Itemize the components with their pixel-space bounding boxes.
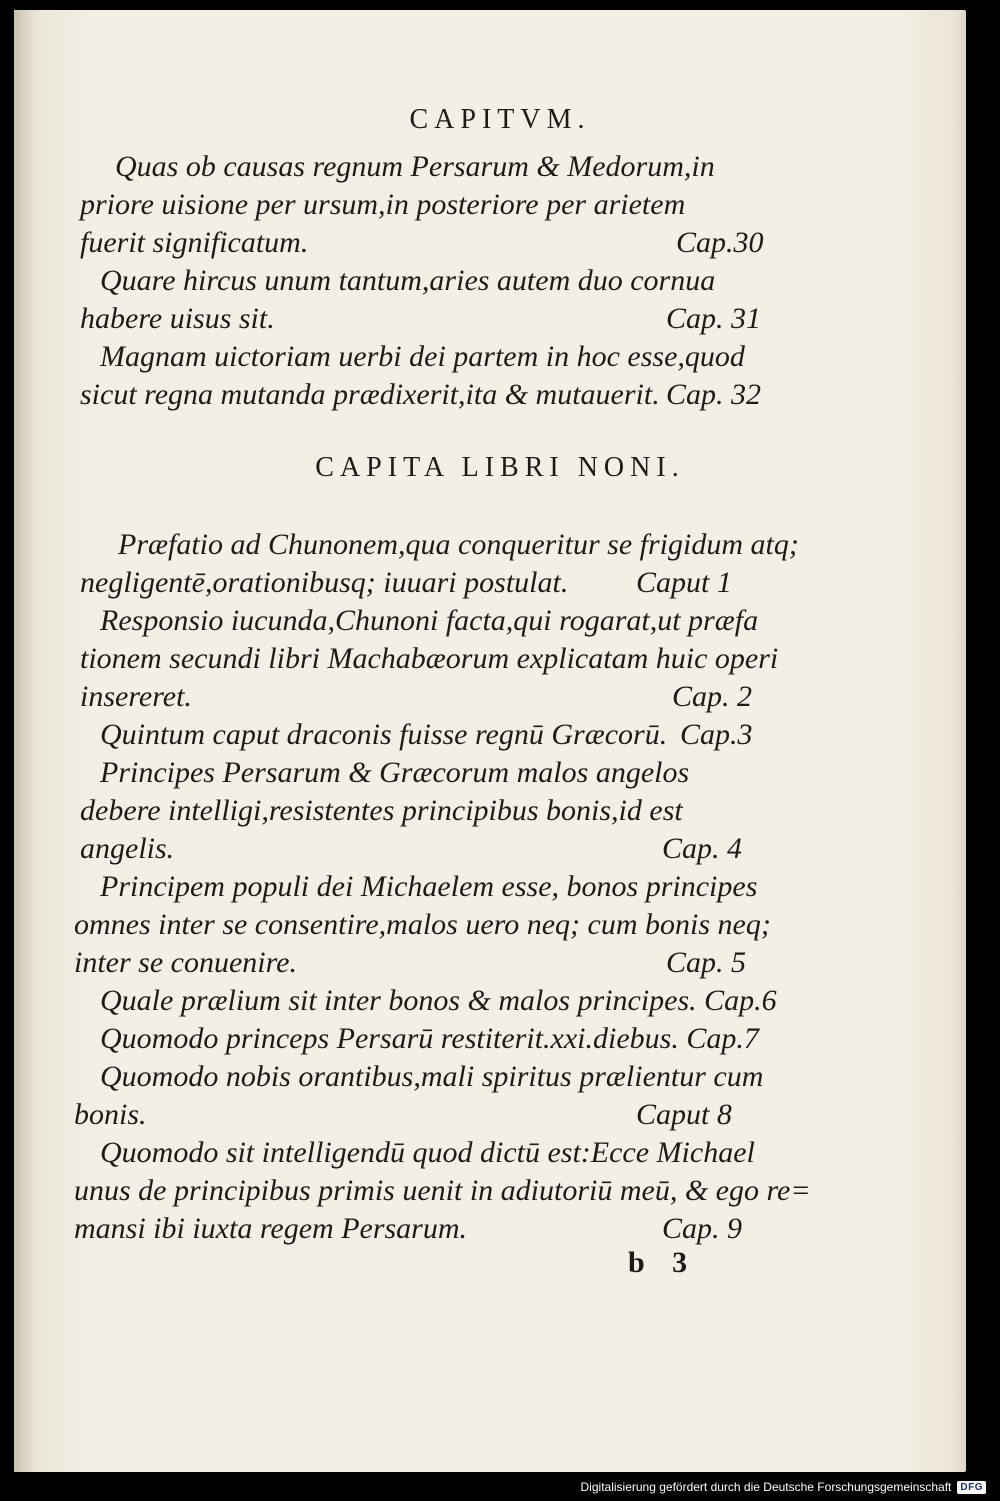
entry-line: habere uisus sit. bbox=[80, 302, 275, 335]
chapter-reference: Cap. 9 bbox=[662, 1212, 743, 1245]
entry-line: Quomodo nobis orantibus,mali spiritus prælientur cum bbox=[100, 1060, 764, 1093]
dfg-logo: DFG bbox=[957, 1481, 986, 1494]
footer-text: Digitalisierung gefördert durch die Deutsche Forschungsgemeinschaft bbox=[580, 1480, 952, 1494]
chapter-reference: Cap. 31 bbox=[666, 302, 762, 335]
entry-line: insereret. bbox=[80, 680, 192, 713]
chapter-reference: Cap.30 bbox=[676, 226, 764, 259]
entry-line: Quale prælium sit inter bonos & malos principes. Cap.6 bbox=[100, 984, 777, 1017]
entry-line: Quas ob causas regnum Persarum & Medorum,in bbox=[115, 150, 715, 183]
entry-line: Præfatio ad Chunonem,qua conqueritur se frigidum atq; bbox=[118, 528, 799, 561]
entry-line: debere intelligi,resistentes principibus bonis,id est bbox=[80, 794, 683, 827]
digitization-footer bbox=[540, 1476, 986, 1498]
entry-line: mansi ibi iuxta regem Persarum. bbox=[74, 1212, 468, 1245]
entry-line: priore uisione per ursum,in posteriore per arietem bbox=[80, 188, 686, 221]
entry-line: Principem populi dei Michaelem esse, bonos principes bbox=[100, 870, 758, 903]
entry-line: negligentē,orationibusq; iuuari postulat. bbox=[80, 566, 569, 599]
entry-line: Magnam uictoriam uerbi dei partem in hoc esse,quod bbox=[100, 340, 745, 373]
entry-line: tionem secundi libri Machabæorum explicatam huic operi bbox=[80, 642, 779, 675]
chapter-reference: Cap. 32 bbox=[666, 378, 762, 411]
chapter-reference: Cap. 4 bbox=[662, 832, 743, 865]
entry-line: Responsio iucunda,Chunoni facta,qui rogarat,ut præfa bbox=[100, 604, 759, 637]
entry-line: Principes Persarum & Græcorum malos angelos bbox=[100, 756, 690, 789]
entry-line: omnes inter se consentire,malos uero neq; cum bonis neq; bbox=[74, 908, 771, 941]
entry-line: inter se conuenire. bbox=[74, 946, 297, 979]
entry-line: bonis. bbox=[74, 1098, 147, 1131]
chapter-reference: Cap. 2 bbox=[672, 680, 753, 713]
entry-line: angelis. bbox=[80, 832, 175, 865]
chapter-reference: Caput 1 bbox=[636, 566, 732, 599]
entry-line: sicut regna mutanda prædixerit,ita & mutauerit. bbox=[80, 378, 660, 411]
section-heading: CAPITA LIBRI NONI. bbox=[315, 452, 685, 483]
entry-line: Quintum caput draconis fuisse regnū Græcorū. bbox=[100, 718, 668, 751]
chapter-reference: Caput 8 bbox=[636, 1098, 732, 1131]
entry-line: Quare hircus unum tantum,aries autem duo cornua bbox=[100, 264, 716, 297]
entry-line: Quomodo princeps Persarū restiterit.xxi.diebus. Cap.7 bbox=[100, 1022, 759, 1055]
chapter-reference: Cap. 5 bbox=[666, 946, 747, 979]
chapter-reference: Cap.3 bbox=[680, 718, 753, 751]
signature-mark: b 3 bbox=[628, 1246, 698, 1279]
entry-line: fuerit significatum. bbox=[80, 226, 309, 259]
entry-line: Quomodo sit intelligendū quod dictū est:Ecce Michael bbox=[100, 1136, 755, 1169]
top-heading: CAPITVM. bbox=[409, 104, 591, 135]
entry-line: unus de principibus primis uenit in adiutoriū meū, & ego re= bbox=[74, 1174, 811, 1207]
